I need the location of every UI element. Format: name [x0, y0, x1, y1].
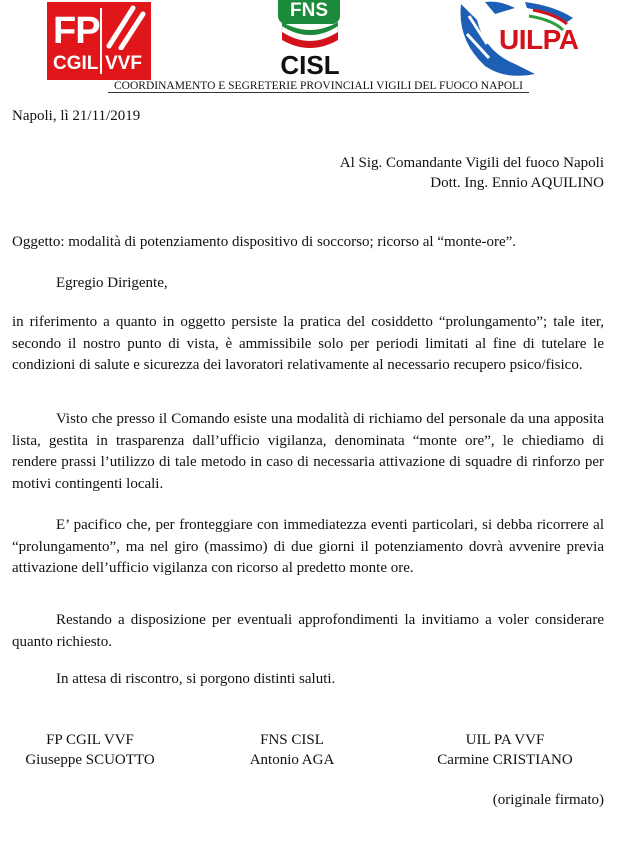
paragraph-3: E’ pacifico che, per fronteggiare con immediatezza eventi particolari, si debba ricorrere al “prolungamento”, ma nel giro (massimo) di due giorni il potenziamento dovrà avvenire previa attivazione dell’ufficio vigilanza con ricorso al predetto monte ore. [12, 517, 604, 577]
salutation: Egregio Dirigente, [56, 275, 168, 291]
signature-name-aga: Antonio AGA [249, 752, 335, 768]
cgil-logo-text: CGIL [53, 53, 99, 74]
paragraph-1: in riferimento a quanto in oggetto persiste la pratica del cosiddetto “prolungamento”; tale iter, secondo il nostro punto di vista, è ammissibile solo per periodi limitati al fine di tutelare le condizioni di salute e sicurezza dei lavoratori relativamente al necessario recupero psico/fisico. [12, 314, 604, 374]
signature-name-scuotto: Giuseppe SCUOTTO [25, 752, 155, 768]
signature-org-uil-pa: UIL PA VVF [465, 732, 545, 748]
fp-cgil-vvf-logo [47, 2, 151, 80]
subject-line: Oggetto: modalità di potenziamento dispositivo di soccorso; ricorso al “monte-ore”. [12, 234, 517, 250]
fp-logo-text: FP [53, 10, 100, 52]
header-underline [108, 92, 529, 93]
signature-name-cristiano: Carmine CRISTIANO [437, 752, 573, 768]
place-date: Napoli, lì 21/11/2019 [12, 108, 141, 124]
fp-logo-divider [100, 8, 102, 74]
cisl-logo-text: CISL [280, 50, 340, 80]
signature-org-fns-cisl: FNS CISL [260, 732, 324, 748]
recipient-line-1: Al Sig. Comandante Vigili del fuoco Napoli [339, 155, 604, 171]
fns-cisl-logo [270, 0, 350, 80]
paragraph-2: Visto che presso il Comando esiste una modalità di richiamo del personale da una apposita lista, gestita in trasparenza dall’ufficio vigilanza, denominata “monte ore”, le chiediamo di rendere prassi l’utilizzo di tale metodo in caso di necessaria attivazione di squadre di rinforzo per motivi contingenti locali. [12, 411, 604, 492]
uilpa-logo [455, 0, 590, 80]
vvf-logo-text: VVF [105, 53, 142, 74]
closing-line: In attesa di riscontro, si porgono distinti saluti. [56, 671, 336, 687]
uilpa-logo-text: UILPA [499, 24, 579, 55]
signed-note: (originale firmato) [492, 792, 604, 808]
tricolor-flag-icon [280, 22, 340, 52]
signature-org-fp-cgil: FP CGIL VVF [46, 732, 134, 748]
recipient-line-2: Dott. Ing. Ennio AQUILINO [430, 175, 604, 191]
fns-logo-text: FNS [290, 0, 328, 21]
coordination-header: COORDINAMENTO E SEGRETERIE PROVINCIALI VIGILI DEL FUOCO NAPOLI [114, 80, 523, 92]
paragraph-4: Restando a disposizione per eventuali approfondimenti la invitiamo a voler considerare quanto richiesto. [12, 612, 604, 650]
fns-logo-box [278, 0, 340, 24]
fire-stroke-icon [103, 4, 149, 50]
